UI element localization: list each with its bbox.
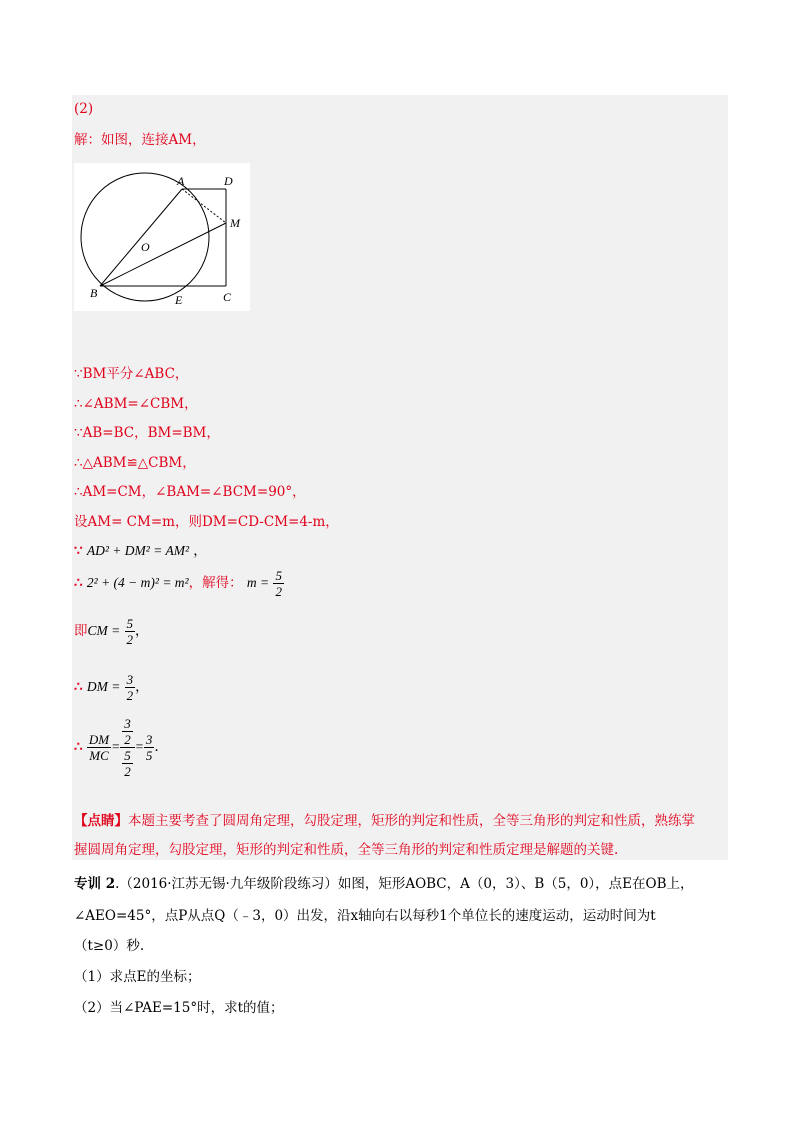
- ratio-lhs-fraction: $\frac{DM}{MC}$: [88, 732, 110, 763]
- step-7: ∵ AD² + DM² = AM² ，: [74, 543, 207, 559]
- comment-line-2: 握圆周角定理，勾股定理，矩形的判定和性质，全等三角形的判定和性质定理是解题的关键.: [74, 842, 619, 858]
- solve-equation: 2² + (4 − m)² = m²: [86, 575, 189, 590]
- label-c: C: [223, 290, 232, 304]
- problem-line-1: 专训 2.（2016·江苏无锡·九年级阶段练习）如图，矩形AOBC，A（0，3）、B（5，0），点E在OB上，: [74, 876, 694, 892]
- m-value-fraction: $\frac{5}{2}$: [275, 568, 282, 599]
- pythagoras-equation: AD² + DM² = AM²: [86, 543, 189, 558]
- label-e: E: [175, 293, 183, 307]
- step-9: 即CM = $\frac{5}{2}$ ，: [74, 616, 149, 647]
- dm-fraction: $\frac{3}{2}$: [126, 672, 134, 703]
- step-11: ∴ $\frac{DM}{MC}$ = $\frac{\frac{3}{2}}{\frac{5}{2}}$ = $\frac{3}{5}$ .: [74, 716, 159, 779]
- step-3: ∵AB=BC，BM=BM，: [74, 425, 220, 441]
- comment-tag: 【点睛】: [74, 813, 128, 829]
- step-8: ∴ 2² + (4 − m)² = m²，解得： m = $\frac{5}{2}$: [74, 568, 282, 599]
- cm-fraction: $\frac{5}{2}$: [126, 616, 134, 647]
- circle-rectangle-diagram: [74, 163, 250, 311]
- label-a: A: [177, 174, 185, 188]
- question-2: （2）当∠PAE=15°时，求t的值；: [74, 1000, 284, 1016]
- step-5: ∴AM=CM，∠BAM=∠BCM=90°，: [74, 484, 306, 500]
- step-2: ∴∠ABM=∠CBM，: [74, 396, 198, 412]
- problem-line-2: ∠AEO=45°，点P从点Q（﹣3，0）出发，沿x轴向右以每秒1个单位长的速度运动，运动时间为t: [74, 908, 656, 924]
- geometry-figure: [74, 163, 250, 311]
- label-b: B: [90, 286, 98, 300]
- label-d: D: [224, 174, 233, 188]
- step-10: ∴ DM = $\frac{3}{2}$ ，: [74, 672, 149, 703]
- ratio-result-fraction: $\frac{3}{5}$: [145, 732, 153, 763]
- step-4: ∴△ABM≌△CBM，: [74, 455, 196, 471]
- step-1: ∵BM平分∠ABC，: [74, 366, 189, 382]
- solution-intro: 解：如图，连接AM，: [74, 132, 206, 148]
- question-1: （1）求点E的坐标；: [74, 969, 201, 985]
- part-label: (2): [74, 101, 94, 117]
- problem-line-3: （t≥0）秒.: [74, 938, 145, 954]
- comment-line-1: 【点睛】本题主要考查了圆周角定理，勾股定理，矩形的判定和性质，全等三角形的判定和性质，熟练掌: [74, 813, 695, 829]
- problem-label: 专训 2: [74, 876, 116, 892]
- label-m: M: [230, 216, 240, 230]
- label-o: O: [141, 240, 150, 254]
- step-6: 设AM= CM=m，则DM=CD-CM=4-m，: [74, 514, 339, 530]
- ratio-compound-fraction: $\frac{\frac{3}{2}}{\frac{5}{2}}$: [120, 716, 135, 779]
